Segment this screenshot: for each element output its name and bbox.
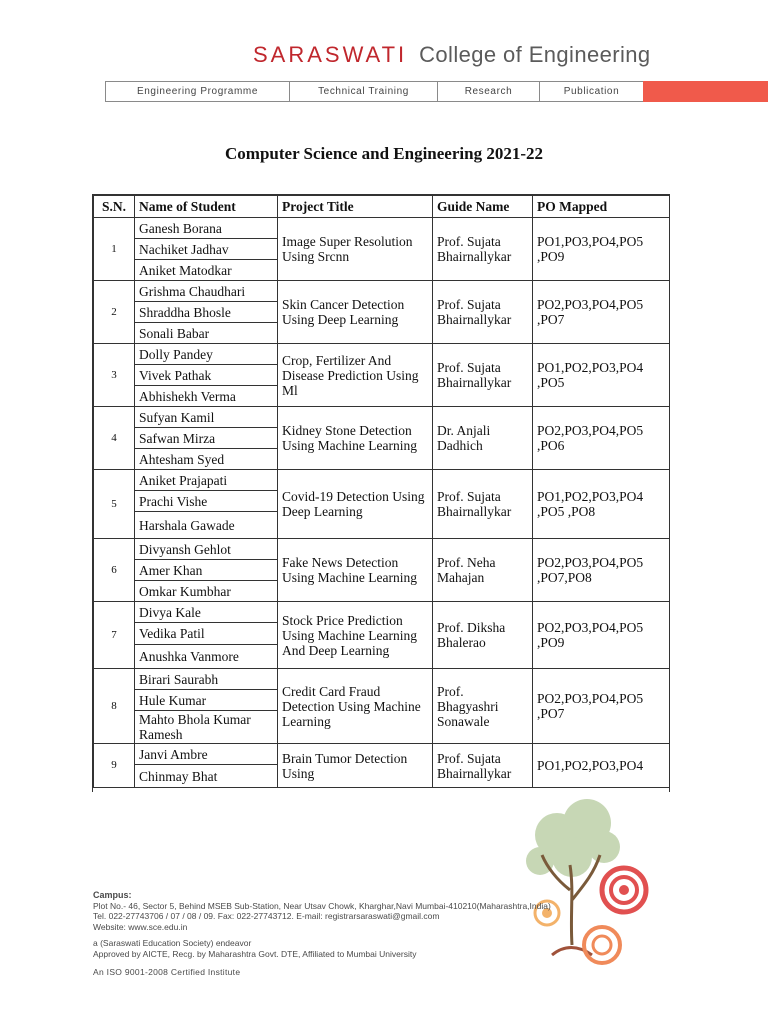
student-name: Vivek Pathak: [135, 365, 278, 386]
po-mapped: PO1,PO2,PO3,PO4: [533, 744, 671, 788]
project-title: Brain Tumor Detection Using: [278, 744, 433, 788]
guide-name: Dr. Anjali Dadhich: [433, 407, 533, 470]
student-name: Divya Kale: [135, 602, 278, 623]
student-name: Vedika Patil: [135, 623, 278, 645]
footer-iso-tagline: An ISO 9001-2008 Certified Institute: [93, 967, 241, 977]
guide-name: Prof. Bhagyashri Sonawale: [433, 669, 533, 744]
student-name: Aniket Matodkar: [135, 260, 278, 281]
footer-society: a (Saraswati Education Society) endeavor: [93, 938, 252, 948]
serial-number: 9: [94, 744, 135, 788]
header-project: Project Title: [278, 196, 433, 218]
header-nav-bar: [105, 81, 768, 102]
student-name: Dolly Pandey: [135, 344, 278, 365]
po-mapped: PO2,PO3,PO4,PO5 ,PO7: [533, 281, 671, 344]
serial-number: 7: [94, 602, 135, 669]
projects-table-wrapper: [92, 194, 670, 792]
projects-table: [93, 195, 670, 788]
footer-contact: Tel. 022-27743706 / 07 / 08 / 09. Fax: 022-27743712. E-mail: registrarsaraswati@gmail.com: [93, 911, 440, 921]
serial-number: 6: [94, 539, 135, 602]
po-mapped: PO2,PO3,PO4,PO5 ,PO9: [533, 602, 671, 669]
student-name: Sonali Babar: [135, 323, 278, 344]
footer-campus-label: Campus:: [93, 890, 132, 900]
nav-research: Research: [437, 81, 539, 102]
project-title: Image Super Resolution Using Srcnn: [278, 218, 433, 281]
student-name: Amer Khan: [135, 560, 278, 581]
student-name: Chinmay Bhat: [135, 765, 278, 788]
nav-publication: Publication: [539, 81, 643, 102]
guide-name: Prof. Sujata Bhairnallykar: [433, 344, 533, 407]
student-name: Mahto Bhola Kumar Ramesh: [135, 711, 278, 744]
header-sn: S.N.: [94, 196, 135, 218]
header-po: PO Mapped: [533, 196, 671, 218]
po-mapped: PO1,PO2,PO3,PO4 ,PO5: [533, 344, 671, 407]
tree-canopy: [526, 799, 620, 877]
nav-engineering-programme: Engineering Programme: [105, 81, 289, 102]
table-row: [94, 218, 671, 239]
table-row: [94, 539, 671, 560]
student-name: Aniket Prajapati: [135, 470, 278, 491]
student-name: Ganesh Borana: [135, 218, 278, 239]
project-title: Credit Card Fraud Detection Using Machine Learning: [278, 669, 433, 744]
po-mapped: PO1,PO2,PO3,PO4 ,PO5 ,PO8: [533, 470, 671, 539]
guide-name: Prof. Sujata Bhairnallykar: [433, 470, 533, 539]
student-name: Birari Saurabh: [135, 669, 278, 690]
table-row: [94, 669, 671, 690]
serial-number: 5: [94, 470, 135, 539]
student-name: Ahtesham Syed: [135, 449, 278, 470]
footer-address-block: [93, 890, 613, 978]
student-name: Divyansh Gehlot: [135, 539, 278, 560]
logo-brand: SARASWATI: [253, 42, 408, 67]
table-row: [94, 744, 671, 765]
table-header-row: [94, 196, 671, 218]
student-name: Hule Kumar: [135, 690, 278, 711]
header-name: Name of Student: [135, 196, 278, 218]
document-title: Computer Science and Engineering 2021-22: [225, 144, 543, 163]
po-mapped: PO1,PO3,PO4,PO5 ,PO9: [533, 218, 671, 281]
header-guide: Guide Name: [433, 196, 533, 218]
student-name: Sufyan Kamil: [135, 407, 278, 428]
footer-website: Website: www.sce.edu.in: [93, 921, 188, 932]
student-name: Harshala Gawade: [135, 512, 278, 539]
footer-address: Plot No.- 46, Sector 5, Behind MSEB Sub-Station, Near Utsav Chowk, Kharghar,Navi Mumbai-410210(Maharashtra,India): [93, 900, 551, 911]
nav-accent-bar: [643, 81, 768, 102]
nav-technical-training: Technical Training: [289, 81, 437, 102]
table-row: [94, 602, 671, 623]
project-title: Covid-19 Detection Using Deep Learning: [278, 470, 433, 539]
guide-name: Prof. Diksha Bhalerao: [433, 602, 533, 669]
project-title: Fake News Detection Using Machine Learning: [278, 539, 433, 602]
college-logo-text: [253, 42, 651, 68]
project-title: Crop, Fertilizer And Disease Prediction Using Ml: [278, 344, 433, 407]
po-mapped: PO2,PO3,PO4,PO5 ,PO6: [533, 407, 671, 470]
guide-name: Prof. Sujata Bhairnallykar: [433, 744, 533, 788]
project-title: Skin Cancer Detection Using Deep Learning: [278, 281, 433, 344]
student-name: Nachiket Jadhav: [135, 239, 278, 260]
serial-number: 8: [94, 669, 135, 744]
po-mapped: PO2,PO3,PO4,PO5 ,PO7: [533, 669, 671, 744]
serial-number: 4: [94, 407, 135, 470]
student-name: Abhishekh Verma: [135, 386, 278, 407]
student-name: Grishma Chaudhari: [135, 281, 278, 302]
serial-number: 3: [94, 344, 135, 407]
po-mapped: PO2,PO3,PO4,PO5 ,PO7,PO8: [533, 539, 671, 602]
guide-name: Prof. Sujata Bhairnallykar: [433, 281, 533, 344]
project-title: Kidney Stone Detection Using Machine Learning: [278, 407, 433, 470]
guide-name: Prof. Neha Mahajan: [433, 539, 533, 602]
table-row: [94, 344, 671, 365]
project-title: Stock Price Prediction Using Machine Learning And Deep Learning: [278, 602, 433, 669]
serial-number: 1: [94, 218, 135, 281]
serial-number: 2: [94, 281, 135, 344]
student-name: Anushka Vanmore: [135, 645, 278, 669]
student-name: Omkar Kumbhar: [135, 581, 278, 602]
guide-name: Prof. Sujata Bhairnallykar: [433, 218, 533, 281]
table-row: [94, 407, 671, 428]
student-name: Janvi Ambre: [135, 744, 278, 765]
table-row: [94, 281, 671, 302]
logo-college-name: College of Engineering: [419, 42, 651, 67]
student-name: Safwan Mirza: [135, 428, 278, 449]
table-row: [94, 470, 671, 491]
student-name: Prachi Vishe: [135, 491, 278, 512]
student-name: Shraddha Bhosle: [135, 302, 278, 323]
footer-approval: Approved by AICTE, Recg. by Maharashtra Govt. DTE, Affiliated to Mumbai University: [93, 948, 417, 959]
